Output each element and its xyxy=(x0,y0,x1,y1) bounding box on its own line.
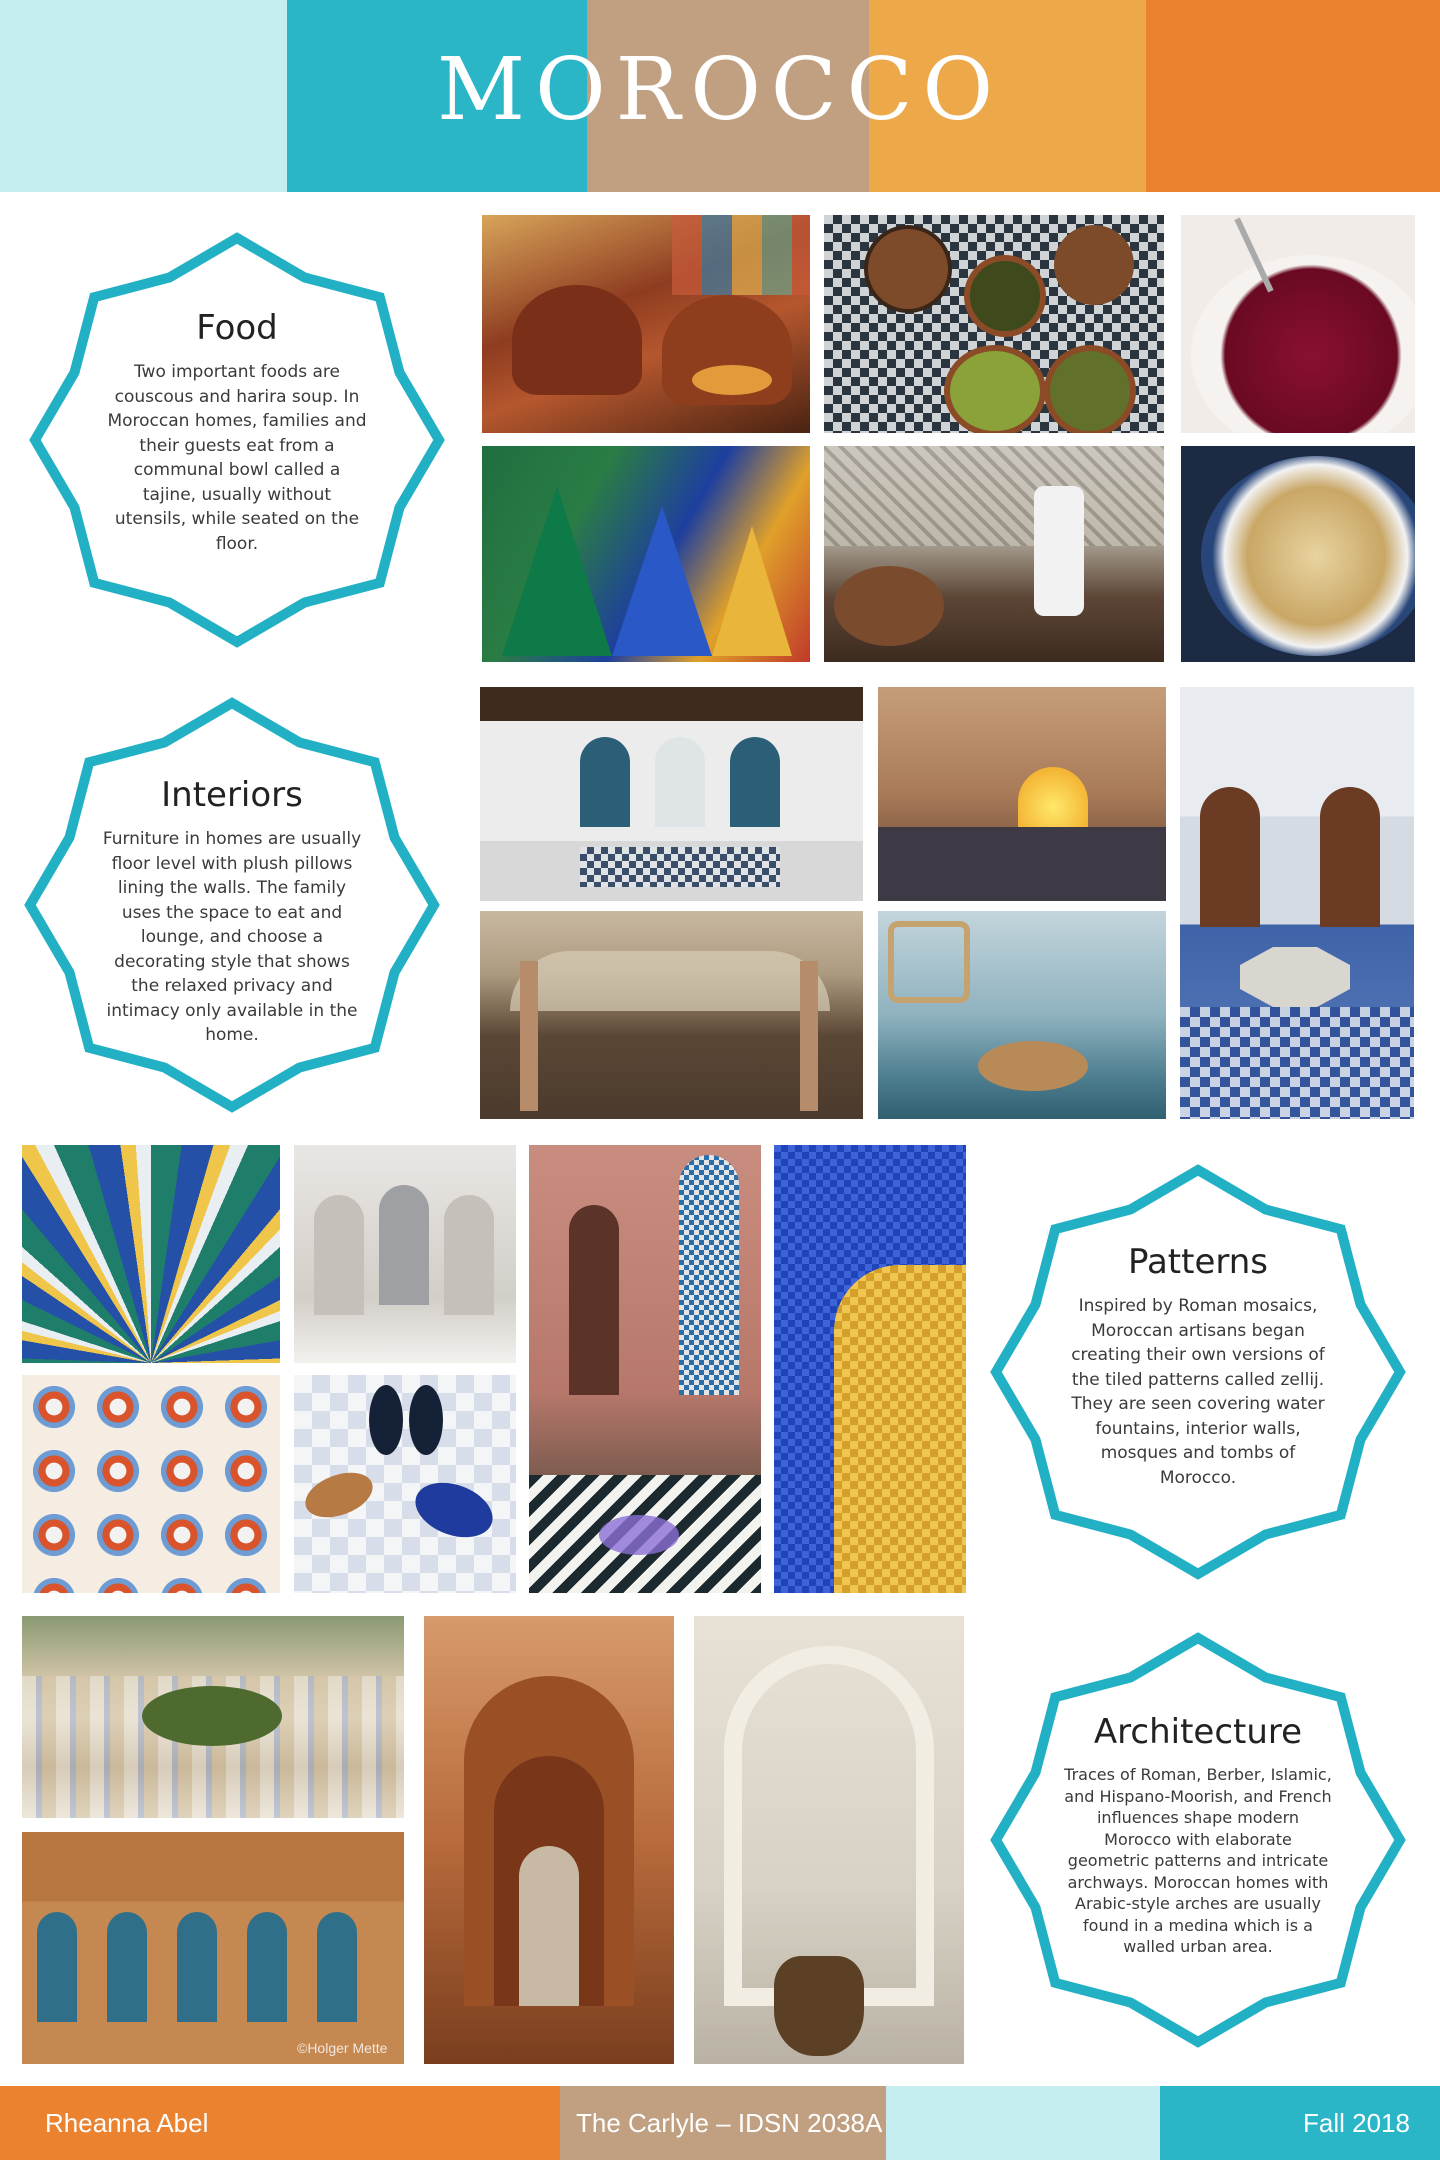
photo-beet-salad xyxy=(1181,215,1415,433)
page-title: MOROCCO xyxy=(437,40,1003,140)
photo-pastries xyxy=(1181,446,1415,662)
photo-lounge-fireplace xyxy=(878,687,1166,901)
interiors-heading: Interiors xyxy=(161,775,303,815)
photo-carved-windows xyxy=(22,1832,404,2064)
photo-white-living-room xyxy=(480,687,863,901)
footer-author: Rheanna Abel xyxy=(45,2108,209,2138)
photo-arch-corridor xyxy=(424,1616,674,2064)
photo-orange-tiles xyxy=(22,1375,280,1593)
photo-white-arch-pot xyxy=(694,1616,964,2064)
photo-white-hall xyxy=(294,1145,516,1363)
interiors-body: Furniture in homes are usually floor level with plush pillows lining the walls. The family uses the space to eat and lounge, and choose a decorating style that shows the relaxed privacy and intimacy only available in the home. xyxy=(102,829,362,1045)
food-body: Two important foods are couscous and harira soup. In Moroccan homes, families and their guests eat from a communal bowl called a tajine, usually without utensils, while seated on the floor. xyxy=(107,362,367,554)
architecture-heading: Architecture xyxy=(1093,1712,1303,1752)
photo-watermark: ©Holger Mette xyxy=(297,2040,388,2056)
food-heading: Food xyxy=(196,308,278,348)
food-text-block xyxy=(107,308,367,556)
footer-band-2 xyxy=(280,2086,560,2160)
footer-course: The Carlyle – IDSN 2038A xyxy=(576,2108,883,2138)
photo-tiled-courtyard xyxy=(1180,687,1414,1119)
photo-pink-riad xyxy=(529,1145,761,1593)
photo-tagine-table xyxy=(824,215,1164,433)
patterns-text-block xyxy=(1068,1242,1328,1490)
patterns-heading: Patterns xyxy=(1127,1242,1269,1282)
footer-term: Fall 2018 xyxy=(1303,2108,1410,2138)
architecture-text-block xyxy=(1063,1712,1333,1958)
interiors-text-block xyxy=(102,775,362,1048)
architecture-body: Traces of Roman, Berber, Islamic, and Hispano-Moorish, and French influences shape modern Morocco with elaborate geometric patterns and intricate archways. Moroccan homes with Arabic-style arches are usually found in a medina which is a walled urban area. xyxy=(1064,1765,1332,1956)
photo-blue-gold-door xyxy=(774,1145,966,1593)
photo-city-view xyxy=(22,1616,404,1818)
photo-zellij-mosaic xyxy=(22,1145,280,1363)
photo-teal-lounge xyxy=(878,911,1166,1119)
photo-kitchen xyxy=(824,446,1164,662)
patterns-body: Inspired by Roman mosaics, Moroccan artisans began creating their own versions of the tiled patterns called zellij. They are seen covering water fountains, interior walls, mosques and tombs of Morocco. xyxy=(1071,1296,1325,1488)
photo-slippers-tiles xyxy=(294,1375,516,1593)
footer-band-4 xyxy=(886,2086,1160,2160)
photo-ceramic-tagines xyxy=(482,446,810,662)
photo-grand-salon xyxy=(480,911,863,1119)
photo-tagines-clay xyxy=(482,215,810,433)
